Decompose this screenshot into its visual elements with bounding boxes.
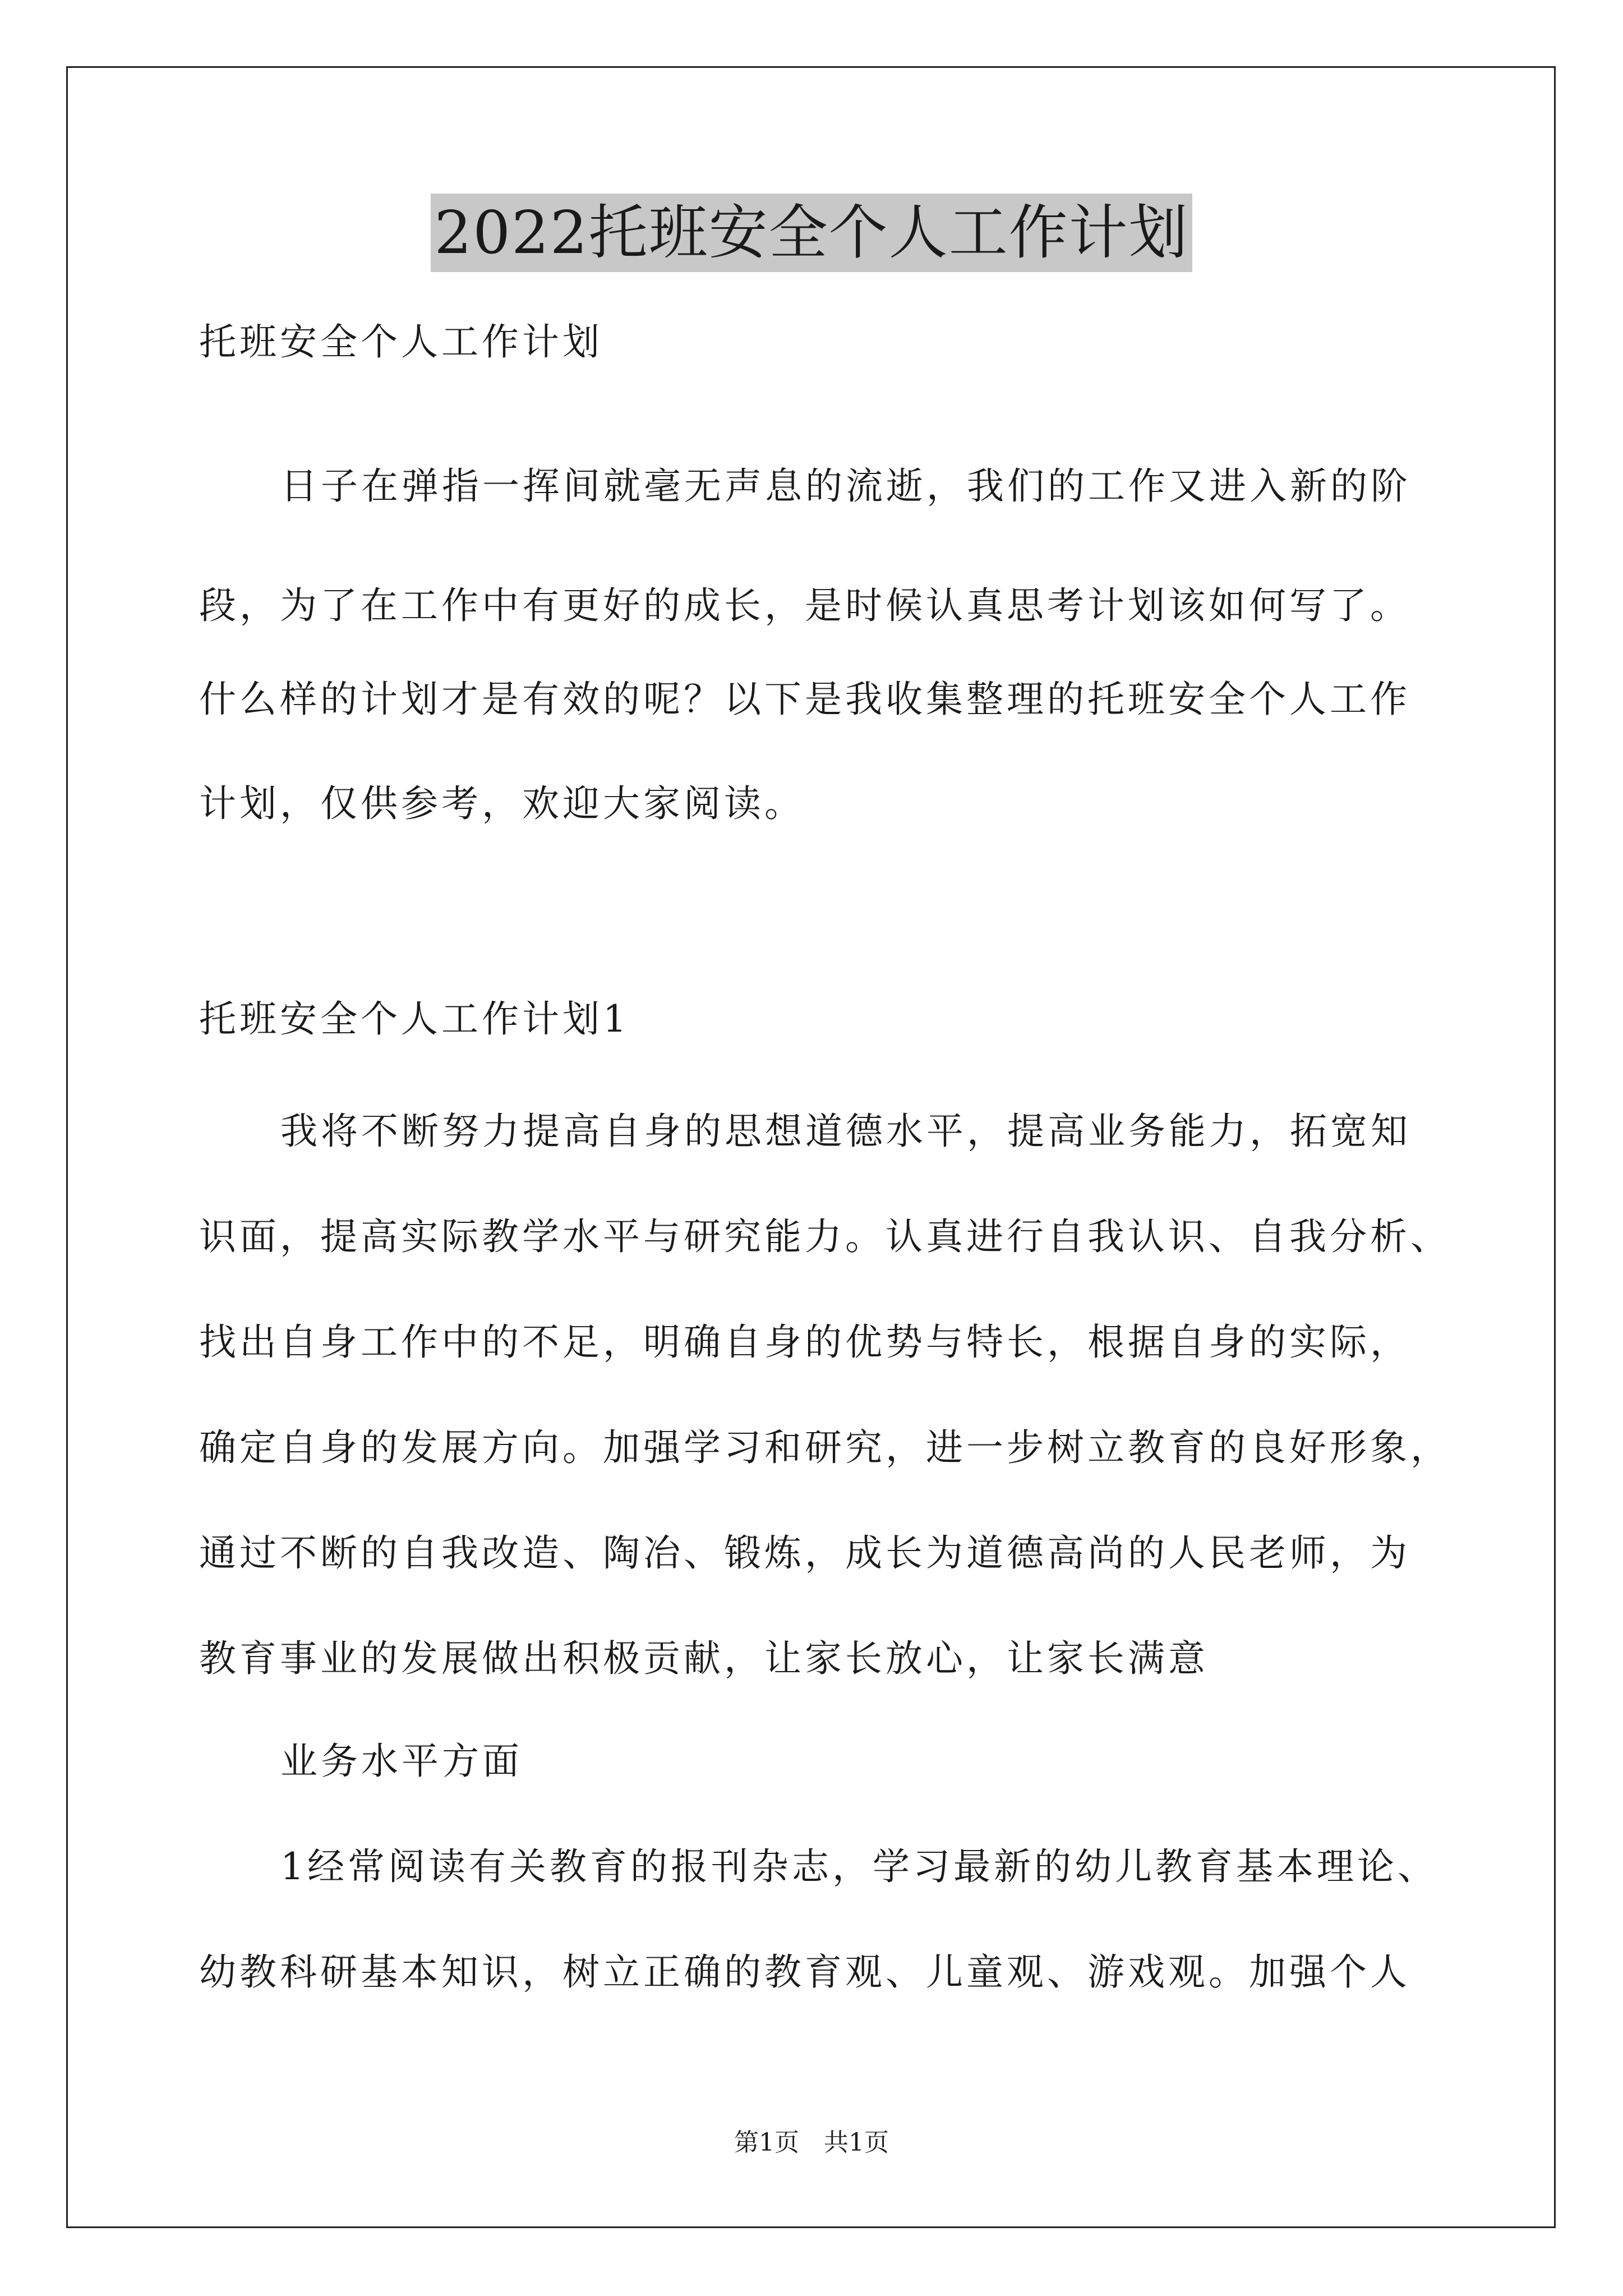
title-wrap xyxy=(0,194,1623,272)
section-line: 通过不断的自我改造、陶冶、锻炼，成长为道德高尚的人民老师，为 xyxy=(199,1531,1410,1575)
intro-line: 计划，仅供参考，欢迎大家阅读。 xyxy=(199,782,805,825)
intro-line: 什么样的计划才是有效的呢？以下是我收集整理的托班安全个人工作 xyxy=(199,678,1410,721)
subheading: 业务水平方面 xyxy=(280,1740,523,1783)
item-line: 1经常阅读有关教育的报刊杂志，学习最新的幼儿教育基本理论、 xyxy=(280,1845,1438,1888)
page-footer: 第1页 共1页 xyxy=(734,2128,889,2157)
section-line: 确定自身的发展方向。加强学习和研究，进一步树立教育的良好形象， xyxy=(199,1426,1451,1469)
section-heading: 托班安全个人工作计划1 xyxy=(199,997,630,1041)
intro-line: 段，为了在工作中有更好的成长，是时候认真思考计划该如何写了。 xyxy=(199,584,1410,627)
document-title: 2022托班安全个人工作计划 xyxy=(431,194,1192,272)
section-line: 识面，提高实际教学水平与研究能力。认真进行自我认识、自我分析、 xyxy=(199,1215,1451,1258)
section-line: 找出自身工作中的不足，明确自身的优势与特长，根据自身的实际， xyxy=(199,1320,1410,1364)
section-line: 教育事业的发展做出积极贡献，让家长放心，让家长满意 xyxy=(199,1637,1209,1680)
section-line: 我将不断努力提高自身的思想道德水平，提高业务能力，拓宽知 xyxy=(280,1110,1411,1153)
document-heading: 托班安全个人工作计划 xyxy=(199,320,603,364)
intro-line: 日子在弹指一挥间就毫无声息的流逝，我们的工作又进入新的阶 xyxy=(280,464,1411,508)
item-line: 幼教科研基本知识，树立正确的教育观、儿童观、游戏观。加强个人 xyxy=(199,1950,1410,1994)
